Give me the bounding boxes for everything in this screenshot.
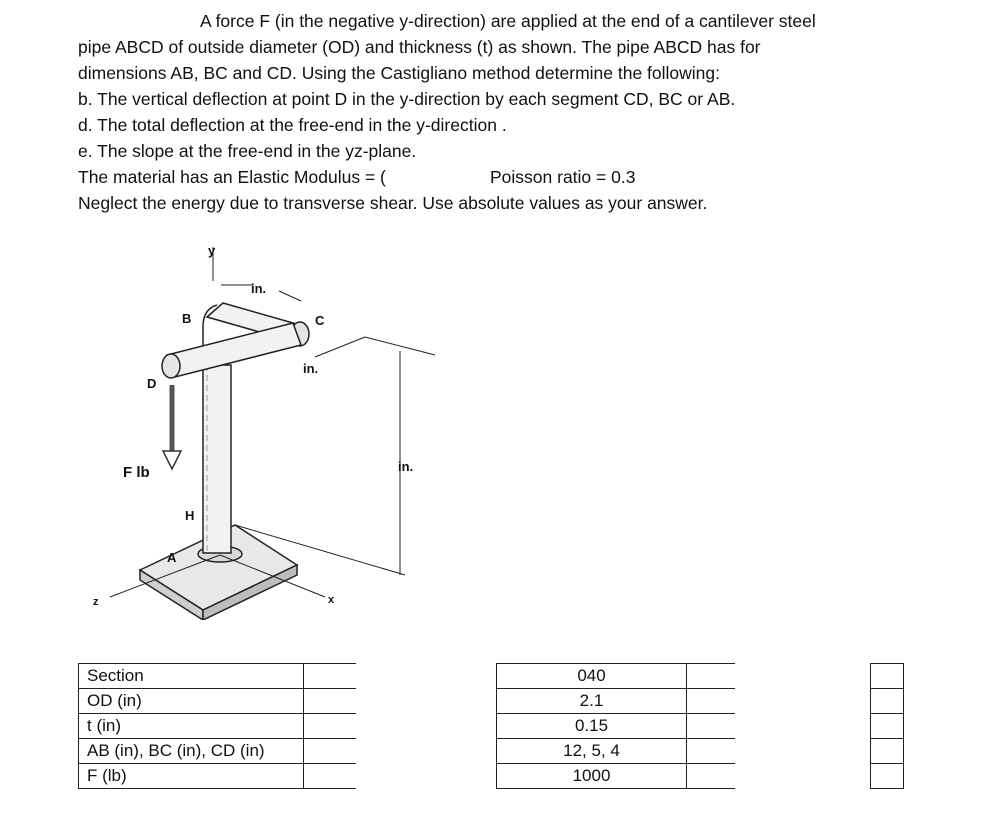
value-od: 2.1 — [497, 689, 687, 714]
table-row — [79, 739, 356, 764]
dim-cd-label: in. — [303, 361, 319, 376]
dim-bc-line-right — [279, 291, 301, 301]
pipe-end-d — [162, 354, 180, 378]
force-arrow-head — [163, 451, 181, 469]
dim-height-label: in. — [398, 459, 414, 474]
value-section: 040 — [497, 664, 687, 689]
table-row — [79, 764, 356, 789]
section-table-values — [496, 663, 735, 789]
table-row — [871, 714, 904, 739]
row-label-lengths: AB (in), BC (in), CD (in) — [79, 739, 304, 764]
question-b: b. The vertical deflection at point D in the y-direction by each segment CD, BC or AB. — [78, 89, 736, 109]
elastic-modulus-text: The material has an Elastic Modulus = ( — [78, 167, 386, 187]
row-label-t: t (in) — [79, 714, 304, 739]
value-t: 0.15 — [497, 714, 687, 739]
material-row — [78, 164, 978, 190]
label-d: D — [147, 376, 157, 391]
problem-line-3: dimensions AB, BC and CD. Using the Castigliano method determine the following: — [78, 63, 721, 83]
label-b: B — [182, 311, 192, 326]
row-label-force: F (lb) — [79, 764, 304, 789]
problem-line-2: pipe ABCD of outside diameter (OD) and thickness (t) as shown. The pipe ABCD has for — [78, 37, 761, 57]
table-row — [497, 764, 735, 789]
label-a: A — [167, 550, 177, 565]
table-row — [79, 714, 356, 739]
question-e: e. The slope at the free-end in the yz-plane. — [78, 141, 417, 161]
label-y: y — [208, 243, 216, 258]
problem-statement — [78, 8, 978, 216]
dim-bc-label: in. — [251, 281, 267, 296]
table-row — [497, 739, 735, 764]
table-row — [497, 664, 735, 689]
table-row — [79, 689, 356, 714]
value-lengths: 12, 5, 4 — [497, 739, 687, 764]
pipe-diagram — [75, 225, 535, 620]
row-label-od: OD (in) — [79, 689, 304, 714]
label-z: z — [93, 596, 99, 608]
neglect-shear-note: Neglect the energy due to transverse shear. Use absolute values as your answer. — [78, 193, 708, 213]
table-row — [871, 664, 904, 689]
poisson-ratio-text: Poisson ratio = 0.3 — [490, 167, 636, 187]
label-c: C — [315, 313, 325, 328]
label-h: H — [185, 508, 195, 523]
pipe-segment-cd — [167, 323, 301, 377]
dim-cd-line — [315, 337, 365, 357]
force-label: F lb — [123, 464, 150, 481]
table-row — [871, 689, 904, 714]
section-table-blank — [870, 663, 904, 789]
section-table-labels — [78, 663, 356, 789]
value-force: 1000 — [497, 764, 687, 789]
table-row — [871, 764, 904, 789]
label-x: x — [328, 594, 335, 606]
table-row — [497, 714, 735, 739]
table-row — [871, 739, 904, 764]
table-row — [497, 689, 735, 714]
question-d: d. The total deflection at the free-end in the y-direction . — [78, 115, 507, 135]
row-label-section: Section — [79, 664, 304, 689]
problem-line-1: A force F (in the negative y-direction) are applied at the end of a cantilever steel — [200, 11, 816, 31]
table-row — [79, 664, 356, 689]
